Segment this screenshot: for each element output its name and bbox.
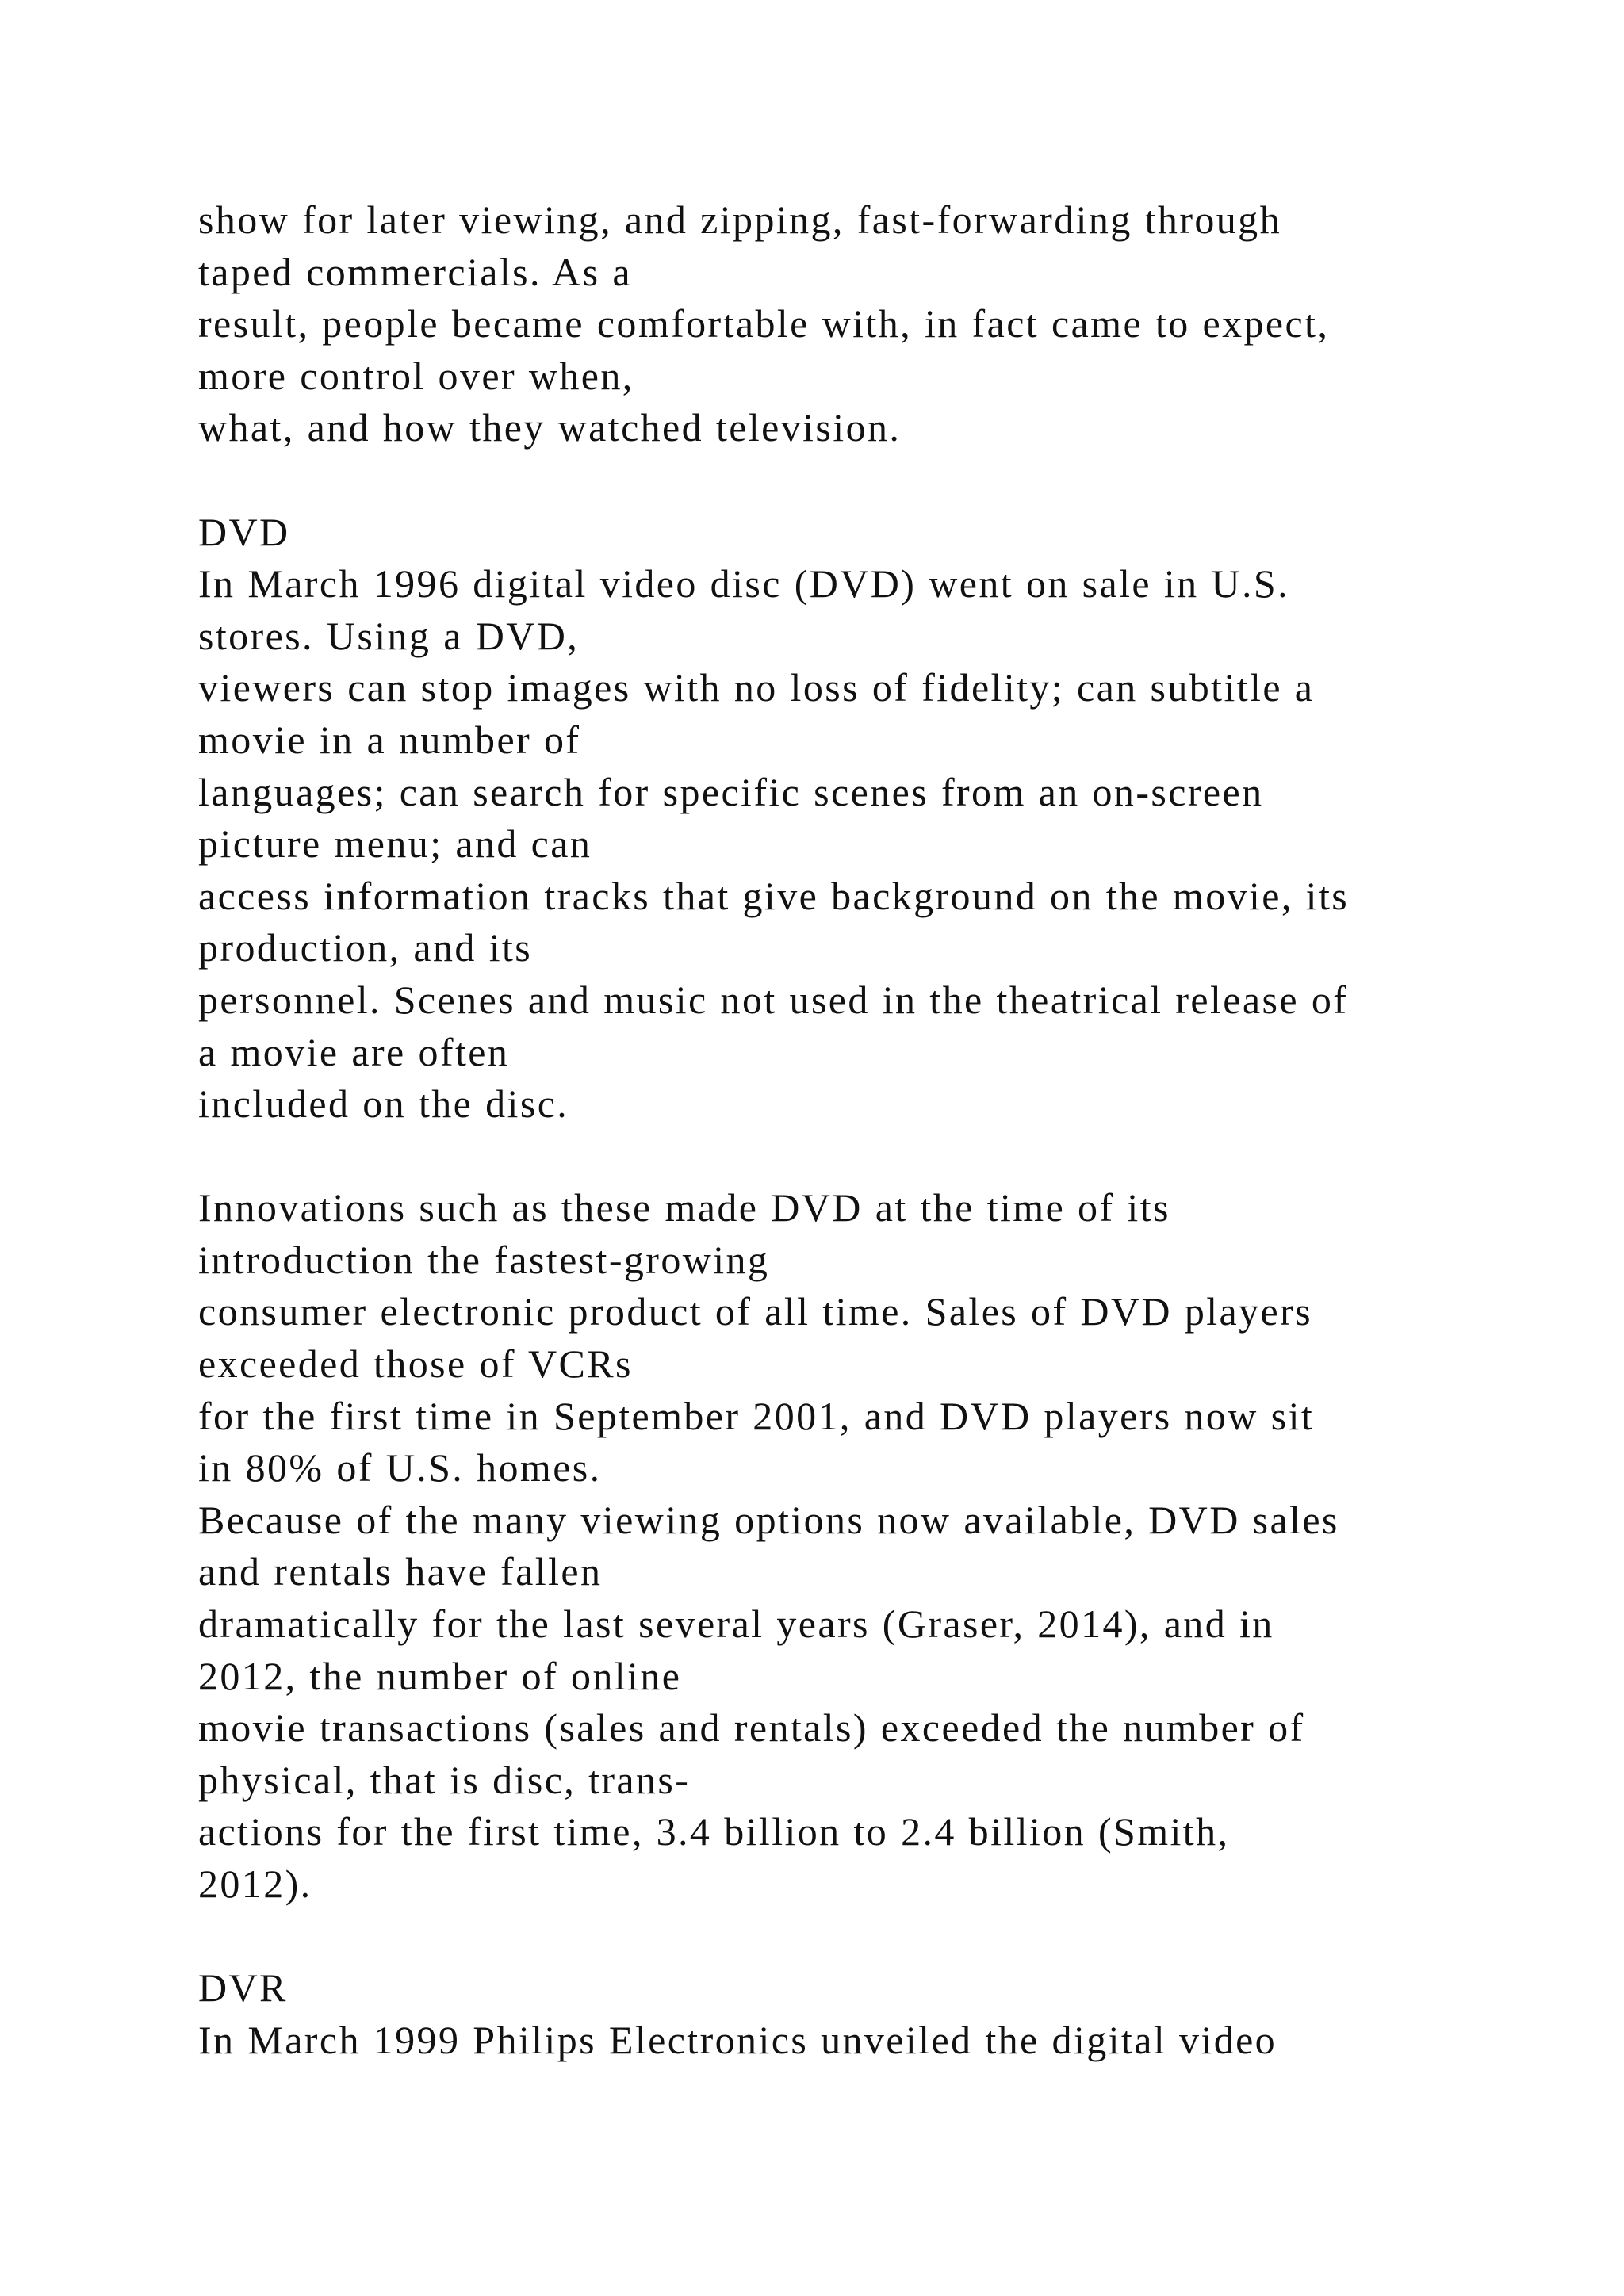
paragraph [198, 1182, 1546, 1910]
text-line: 2012, the number of online [198, 1653, 682, 1698]
text-line: picture menu; and can [198, 821, 592, 867]
paragraph-spacer [198, 1911, 1546, 1963]
text-line: movie in a number of [198, 717, 581, 762]
text-line: more control over when, [198, 353, 634, 398]
text-line: viewers can stop images with no loss of fidelity; can subtitle a [198, 665, 1315, 710]
document-body [198, 194, 1546, 2066]
text-line: languages; can search for specific scenes from an on-screen [198, 769, 1264, 814]
text-line: introduction the fastest-growing [198, 1237, 770, 1282]
text-line: movie transactions (sales and rentals) exceeded the number of [198, 1705, 1305, 1751]
paragraph [198, 2015, 1546, 2067]
text-line: what, and how they watched television. [198, 405, 902, 450]
text-line: physical, that is disc, trans- [198, 1757, 691, 1802]
text-line: taped commercials. As a [198, 249, 632, 294]
section-heading-dvd: DVD [198, 509, 290, 554]
text-line: consumer electronic product of all time. Sales of DVD players [198, 1289, 1313, 1334]
text-line: exceeded those of VCRs [198, 1341, 633, 1387]
text-line: result, people became comfortable with, in fact came to expect, [198, 301, 1330, 346]
text-line: access information tracks that give background on the movie, its [198, 873, 1350, 918]
paragraph-spacer [198, 454, 1546, 507]
text-line: personnel. Scenes and music not used in the theatrical release of [198, 977, 1349, 1022]
text-line: in 80% of U.S. homes. [198, 1445, 602, 1490]
text-line: In March 1999 Philips Electronics unveiled the digital video [198, 2017, 1277, 2062]
text-line: show for later viewing, and zipping, fast-forwarding through [198, 197, 1281, 242]
text-line: actions for the first time, 3.4 billion to 2.4 billion (Smith, [198, 1809, 1230, 1854]
text-line: 2012). [198, 1862, 312, 1906]
text-line: for the first time in September 2001, and DVD players now sit [198, 1393, 1315, 1438]
text-line: production, and its [198, 925, 533, 970]
text-line: a movie are often [198, 1029, 510, 1074]
text-line: Innovations such as these made DVD at the time of its [198, 1185, 1170, 1230]
text-line: stores. Using a DVD, [198, 613, 580, 658]
section-heading-dvr: DVR [198, 1965, 288, 2011]
paragraph-spacer [198, 1131, 1546, 1183]
text-line: included on the disc. [198, 1081, 569, 1127]
paragraph [198, 194, 1546, 454]
text-line: dramatically for the last several years (Graser, 2014), and in [198, 1601, 1274, 1647]
paragraph [198, 558, 1546, 1131]
text-line: and rentals have fallen [198, 1549, 603, 1594]
text-line: In March 1996 digital video disc (DVD) went on sale in U.S. [198, 561, 1289, 607]
text-line: Because of the many viewing options now available, DVD sales [198, 1497, 1339, 1542]
